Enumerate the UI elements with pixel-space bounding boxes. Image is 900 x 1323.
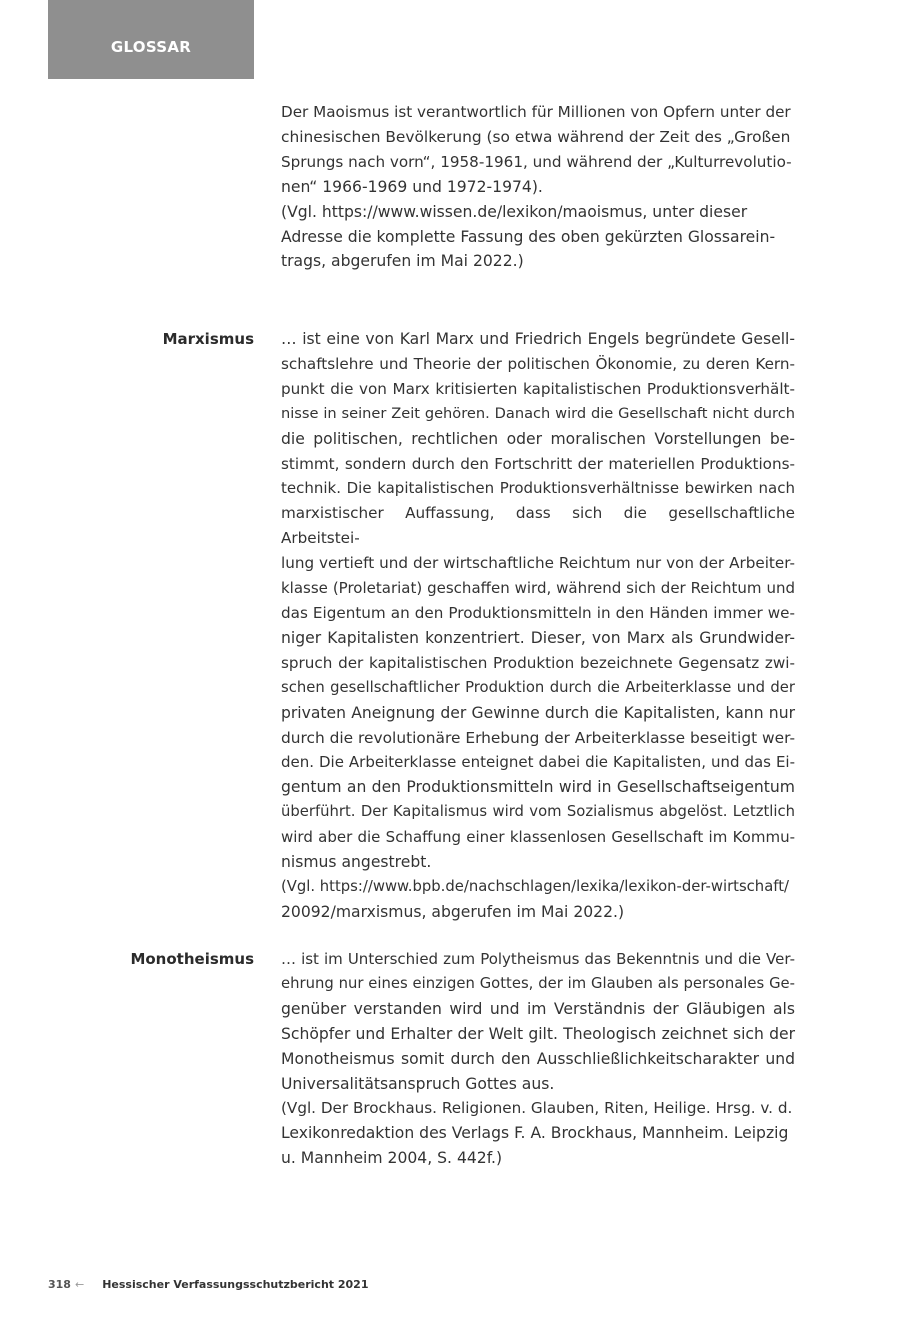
text-line: Sprungs nach vorn“, 1958-1961, und während der „Kulturrevolutio-: [281, 152, 792, 171]
text-line: Universalitätsanspruch Gottes aus.: [281, 1074, 555, 1093]
arrow-left-icon[interactable]: ←: [74, 1278, 85, 1291]
text-line: privaten Aneignung der Gewinne durch die Kapitalisten, kann nur: [281, 703, 795, 722]
glossary-term-marxismus: Marxismus: [162, 330, 254, 348]
text-line: … ist eine von Karl Marx und Friedrich Engels begründete Gesell-: [281, 330, 795, 348]
glossary-term-monotheismus: Monotheismus: [130, 950, 254, 968]
page-number: 318: [48, 1278, 71, 1291]
text-line: genüber verstanden wird und im Verständnis der Gläubigen als: [281, 999, 795, 1018]
text-line: nismus angestrebt.: [281, 853, 432, 872]
text-line: punkt die von Marx kritisierten kapitalistischen Produktionsverhält-: [281, 379, 795, 398]
text-line: Schöpfer und Erhalter der Welt gilt. Theologisch zeichnet sich der: [281, 1024, 795, 1043]
text-line: nisse in seiner Zeit gehören. Danach wird die Gesellschaft nicht durch: [281, 404, 795, 422]
text-line: überführt. Der Kapitalismus wird vom Sozialismus abgelöst. Letztlich: [281, 803, 795, 821]
glossary-definition-monotheismus: [281, 947, 795, 1171]
text-line: … ist im Unterschied zum Polytheismus das Bekenntnis und die Ver-: [281, 950, 795, 968]
glossary-definition-marxismus: [281, 327, 795, 925]
section-tab-label: GLOSSAR: [110, 37, 192, 56]
text-line: schaftslehre und Theorie der politischen Ökonomie, zu deren Kern-: [281, 354, 795, 373]
text-line: Monotheismus somit durch den Ausschließlichkeitscharakter und: [281, 1049, 795, 1068]
text-line: stimmt, sondern durch den Fortschritt der materiellen Produktions-: [281, 454, 795, 473]
text-line: spruch der kapitalistischen Produktion bezeichnete Gegensatz zwi-: [281, 653, 795, 672]
text-line: lung vertieft und der wirtschaftliche Reichtum nur von der Arbeiter-: [281, 554, 795, 573]
text-line: Der Maoismus ist verantwortlich für Millionen von Opfern unter der: [281, 103, 791, 121]
intro-paragraph: [281, 100, 795, 274]
page-footer: [48, 1278, 369, 1291]
text-line: Adresse die komplette Fassung des oben gekürzten Glossarein-: [281, 227, 776, 246]
text-line: Lexikonredaktion des Verlags F. A. Brockhaus, Mannheim. Leipzig: [281, 1124, 789, 1143]
text-line: niger Kapitalisten konzentriert. Dieser, von Marx als Grundwider-: [281, 628, 795, 647]
text-line: chinesischen Bevölkerung (so etwa während der Zeit des „Großen: [281, 127, 791, 146]
text-line: marxistischer Auffassung, dass sich die gesellschaftliche Arbeitstei-: [281, 504, 795, 548]
text-line: trags, abgerufen im Mai 2022.): [281, 252, 524, 271]
text-line: durch die revolutionäre Erhebung der Arbeiterklasse beseitigt wer-: [281, 728, 795, 747]
text-line: gentum an den Produktionsmitteln wird in Gesellschaftseigentum: [281, 778, 795, 797]
text-line: den. Die Arbeiterklasse enteignet dabei die Kapitalisten, und das Ei-: [281, 753, 795, 772]
text-line: die politischen, rechtlichen oder moralischen Vorstellungen be-: [281, 429, 795, 448]
text-line: wird aber die Schaffung einer klassenlosen Gesellschaft im Kommu-: [281, 828, 795, 847]
text-line: u. Mannheim 2004, S. 442f.): [281, 1149, 503, 1168]
text-line: ehrung nur eines einzigen Gottes, der im Glauben als personales Ge-: [281, 974, 795, 992]
text-line: (Vgl. https://www.bpb.de/nachschlagen/lexika/lexikon-der-wirtschaft/: [281, 877, 789, 895]
text-line: 20092/marxismus, abgerufen im Mai 2022.): [281, 902, 625, 921]
text-line: technik. Die kapitalistischen Produktionsverhältnisse bewirken nach: [281, 479, 795, 498]
text-line: das Eigentum an den Produktionsmitteln in den Händen immer we-: [281, 603, 795, 622]
text-line: (Vgl. https://www.wissen.de/lexikon/maoismus, unter dieser: [281, 202, 748, 221]
text-line: (Vgl. Der Brockhaus. Religionen. Glauben, Riten, Heilige. Hrsg. v. d.: [281, 1099, 793, 1118]
text-line: schen gesellschaftlicher Produktion durch die Arbeiterklasse und der: [281, 678, 795, 696]
section-tab: [48, 0, 254, 79]
text-line: nen“ 1966-1969 und 1972-1974).: [281, 177, 543, 196]
text-line: klasse (Proletariat) geschaffen wird, während sich der Reichtum und: [281, 579, 795, 598]
publication-title: Hessischer Verfassungsschutzbericht 2021: [102, 1278, 369, 1291]
